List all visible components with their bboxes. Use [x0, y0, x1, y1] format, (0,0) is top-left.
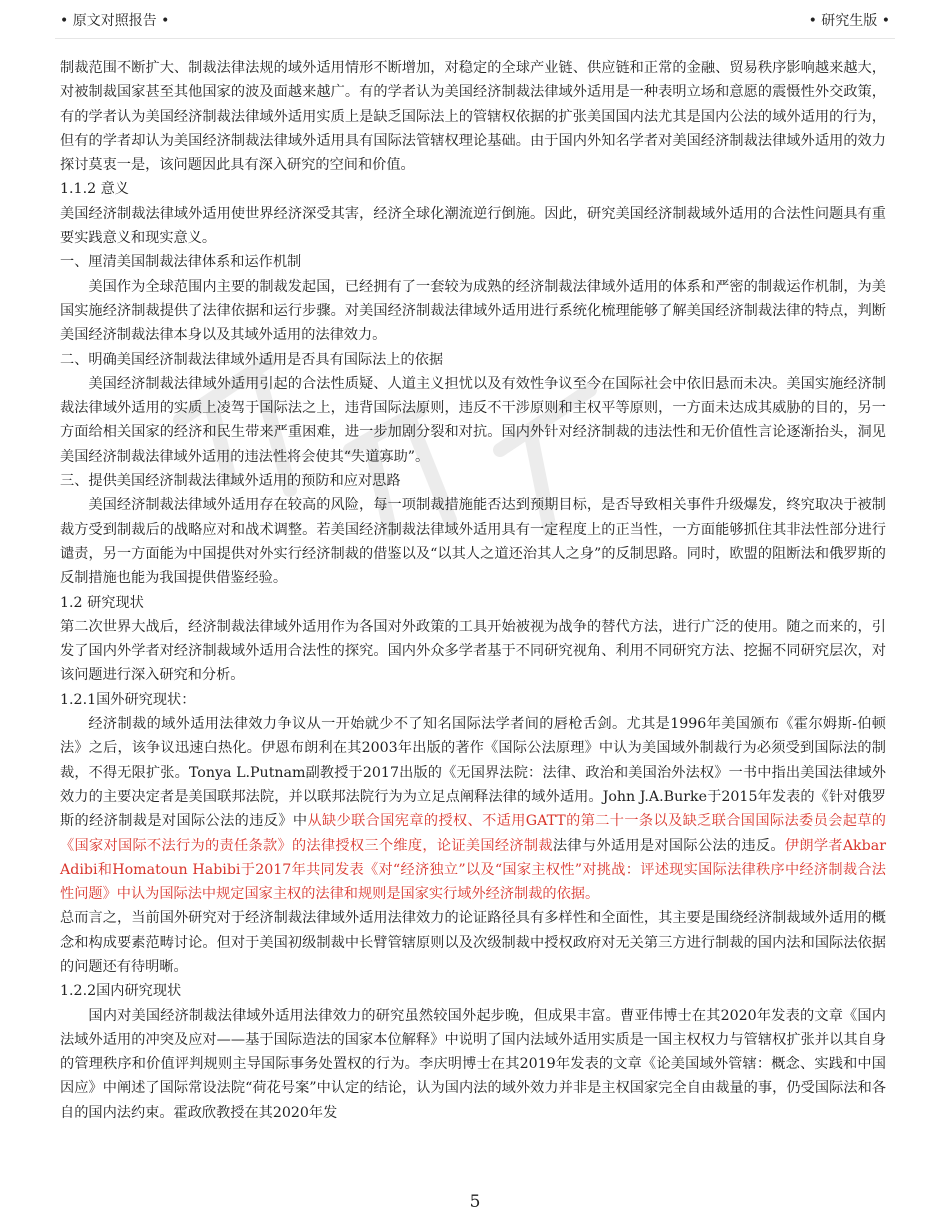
highlighted-text: 从缺少联合国宪章的授权、不适用GATT的第二十一条以及缺乏联合国国际法委员会起草的《国家对国际不法行为的责任条款》的法律授权三个维度，论证美国经济制裁	[60, 813, 886, 854]
header-right-label: • 研究生版 •	[808, 13, 890, 29]
paragraph: 美国作为全球范围内主要的制裁发起国，已经拥有了一套较为成熟的经济制裁法律域外适用的体系和严密的制裁运作机制，为美国实施经济制裁提供了法律依据和运行步骤。对美国经济制裁法律域外适用进行系统化梳理能够了解美国经济制裁法律的特点，判断美国经济制裁法律本身以及其域外适用的法律效力。	[60, 278, 886, 344]
section-heading: 1.2 研究现状	[60, 594, 144, 611]
section-heading: 1.2.2国内研究现状	[60, 983, 182, 1000]
document-body	[60, 56, 886, 1125]
section-heading: 1.2.1国外研究现状：	[60, 691, 196, 708]
section-heading: 二、明确美国经济制裁法律域外适用是否具有国际法上的依据	[60, 351, 444, 368]
section-heading: 1.1.2 意义	[60, 181, 129, 198]
section-heading: 三、提供美国经济制裁法律域外适用的预防和应对思路	[60, 473, 401, 490]
paragraph: 制裁范围不断扩大、制裁法律法规的域外适用情形不断增加，对稳定的全球产业链、供应链和正常的金融、贸易秩序影响越来越大，对被制裁国家甚至其他国家的波及面越来越广。有的学者认为美国经济制裁法律域外适用是一种表明立场和意愿的震慑性外交政策，有的学者认为美国经济制裁法律域外适用实质上是缺乏国际法上的管辖权依据的扩张美国国内法尤其是国内公法的域外适用的行为，但有的学者却认为美国经济制裁法律域外适用具有国际法管辖权理论基础。由于国内外知名学者对美国经济制裁法律域外适用的效力探讨莫衷一是，该问题因此具有深入研究的空间和价值。	[60, 60, 886, 174]
paragraph: 国内对美国经济制裁法律域外适用法律效力的研究虽然较国外起步晚，但成果丰富。曹亚伟博士在其2020年发表的文章《国内法域外适用的冲突及应对——基于国际造法的国家本位解释》中说明了国内法域外适用实质是一国主权权力与管辖权扩张并以其自身的管理秩序和价值评判规则主导国际事务处置权的行为。李庆明博士在其2019年发表的文章《论美国域外管辖：概念、实践和中国因应》中阐述了国际常设法院“荷花号案”中认定的结论，认为国内法的域外效力并非是主权国家完全自由裁量的事，仍受国际法和各自的国内法约束。霍政欣教授在其2020年发	[60, 1007, 886, 1121]
paragraph-foreign-research	[60, 712, 886, 906]
page-number: 5	[469, 1192, 481, 1212]
header-divider	[55, 38, 895, 39]
paragraph: 总而言之，当前国外研究对于经济制裁法律域外适用法律效力的论证路径具有多样性和全面性，其主要是围绕经济制裁域外适用的概念和构成要素范畴讨论。但对于美国初级制裁中长臂管辖原则以及次级制裁中授权政府对无关第三方进行制裁的国内法和国际法依据的问题还有待明晰。	[60, 910, 886, 975]
paragraph: 第二次世界大战后，经济制裁法律域外适用作为各国对外政策的工具开始被视为战争的替代方法，进行广泛的使用。随之而来的，引发了国内外学者对经济制裁域外适用合法性的探究。国内外众多学者基于不同研究视角、利用不同研究方法、挖掘不同研究层次，对该问题进行深入研究和分析。	[60, 618, 886, 684]
paragraph: 美国经济制裁法律域外适用使世界经济深受其害，经济全球化潮流逆行倒施。因此，研究美国经济制裁域外适用的合法性问题具有重要实践意义和现实意义。	[60, 205, 886, 247]
highlighted-text: 伊朗学者Akbar Adibi和Homatoun Habibi于2017年共同发表《对“经济独立”以及“国家主权性”对挑战：评述现实国际法律秩序中经济制裁合法性问题》中认为国际法中规定国家主权的法律和规则是国家实行域外经济制裁的依据。	[60, 837, 886, 903]
section-heading: 一、厘清美国制裁法律体系和运作机制	[60, 254, 302, 271]
paragraph: 美国经济制裁法律域外适用引起的合法性质疑、人道主义担忧以及有效性争议至今在国际社会中依旧悬而未决。美国实施经济制裁法律域外适用的实质上凌驾于国际法之上，违背国际法原则，违反不干涉原则和主权平等原则，一方面未达成其威胁的目的，另一方面给相关国家的经济和民生带来严重困难，进一步加剧分裂和对抗。国内外针对经济制裁的违法性和无价值性言论逐渐抬头，洞见美国经济制裁法律域外适用的违法性将会使其“失道寡助”。	[60, 375, 886, 465]
paragraph-text: 法律与外适用是对国际公法的违反。	[552, 837, 785, 854]
paragraph-text: 经济制裁的域外适用法律效力争议从一开始就少不了知名国际法学者间的唇枪舌剑。尤其是1996年美国颁布《霍尔姆斯-伯顿法》之后，该争议迅速白热化。伊恩布朗利在其2003年出版的著作《国际公法原理》中认为美国域外制裁行为必须受到国际法的制裁，不得无限扩张。Tonya L.Putnam副教授于2017出版的《无国界法院：法律、政治和美国治外法权》一书中指出美国法律域外效力的主要决定者是美国联邦法院，并以联邦法院行为为立足点阐释法律的域外适用。John J.A.Burke于2015年发表的《针对俄罗斯的经济制裁是对国际公法的违反》中	[60, 716, 886, 830]
header-left-label: • 原文对照报告 •	[60, 13, 170, 29]
paragraph: 美国经济制裁法律域外适用存在较高的风险，每一项制裁措施能否达到预期目标，是否导致相关事件升级爆发，终究取决于被制裁方受到制裁后的战略应对和战术调整。若美国经济制裁法律域外适用具有一定程度上的正当性，一方面能够抓住其非法性部分进行谴责，另一方面能为中国提供对外实行经济制裁的借鉴以及“以其人之道还治其人之身”的反制思路。同时，欧盟的阻断法和俄罗斯的反制措施也能为我国提供借鉴经验。	[60, 497, 886, 587]
